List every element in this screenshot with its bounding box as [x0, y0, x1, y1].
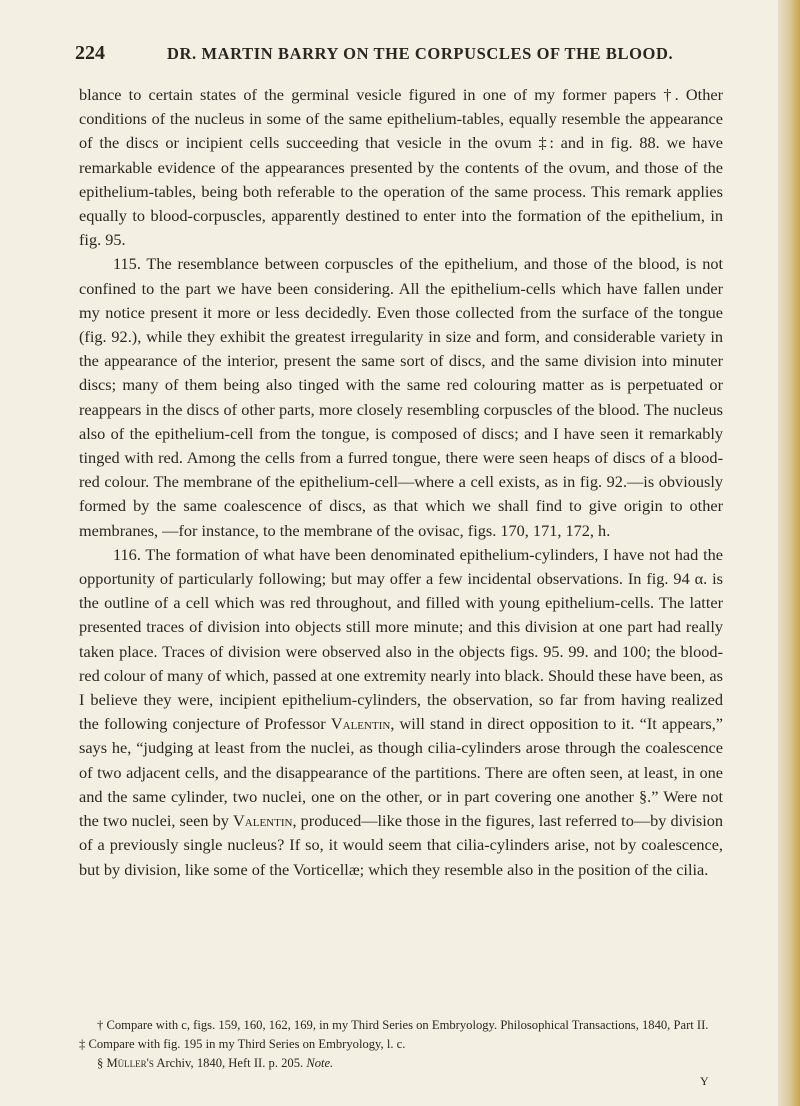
paragraph-116-part2: , will stand in direct opposition to it. “It appears,” says he, “judging at least from the nuclei, as though cilia-cylinders arose through the coalescence of two adjacent cells, and the disappearance of the partitions. There are often seen, at least, in one and the same cylinder, two nuclei, one on the other, or in part covering one another §.” Were not the two nuclei, seen by	[79, 714, 723, 831]
footnote-dagger: † Compare with c, figs. 159, 160, 162, 169, in my Third Series on Embryology. Philosophical Transactions, 1840, Part II.	[97, 1018, 709, 1032]
paragraph-116	[79, 543, 723, 882]
author-name-valentin-2: Valentin	[233, 811, 293, 831]
paragraph-116-part1: 116. The formation of what have been denominated epithelium-cylinders, I have not had the opportunity of particularly following; but may offer a few incidental observations. In fig. 94 α. is the outline of a cell which was red throughout, and filled with young epithelium-cells. The latter presented traces of division into objects still more minute; and this division at one part had really taken place. Traces of division were observed also in the objects figs. 95. 99. and 100; the blood-red colour of many of which, passed at one extremity nearly into black. Should these have been, as I believe they were, incipient epithelium-cylinders, the observation, so far from having realized the following conjecture of Professor	[79, 544, 723, 734]
running-title: DR. MARTIN BARRY ON THE CORPUSCLES OF THE BLOOD.	[167, 44, 674, 63]
footnote-section-mark: §	[97, 1056, 104, 1070]
footnotes	[79, 1016, 723, 1073]
running-head	[75, 42, 715, 68]
footnote-double-dagger: ‡ Compare with fig. 195 in my Third Series on Embryology, l. c.	[79, 1037, 406, 1051]
page-number: 224	[75, 42, 105, 64]
paragraph-116-part3: , produced—like those in the figures, last referred to—by division of a previously single nucleus? If so, it would seem that cilia-cylinders arise, not by coalescence, but by division, like some of the Vorticellæ; which they resemble also in the position of the cilia.	[79, 811, 724, 879]
footnote-author-muller: Müller's	[106, 1056, 154, 1070]
footnote-note-label: Note.	[306, 1056, 334, 1070]
footnote-section-rest: Archiv, 1840, Heft II. p. 205.	[153, 1056, 304, 1070]
paragraph-115: 115. The resemblance between corpuscles of the epithelium, and those of the blood, is not confined to the part we have been considering. All the epithelium-cells which have fallen under my notice present it more or less decidedly. Even those collected from the surface of the tongue (fig. 92.), while they exhibit the greatest irregularity in size and form, and considerable variety in the appearance of the interior, present the same sort of discs, and the same division into minuter discs; many of them being also tinged with the same red colouring matter as is perpetuated or reappears in the discs of other parts, more closely resembling corpuscles of the blood. The nucleus also of the epithelium-cell from the tongue, is composed of discs; and I have seen it remarkably tinged with red. Among the cells from a furred tongue, there were seen heaps of discs of a blood-red colour. The membrane of the epithelium-cell—where a cell exists, as in fig. 92.—is obviously formed by the same coalescence of discs, as that which we shall find to give origin to other membranes, —for instance, to the membrane of the ovisac, figs. 170, 171, 172, h.	[79, 254, 723, 540]
signature-mark: Y	[700, 1074, 709, 1088]
footnote-section	[79, 1054, 723, 1073]
author-name-valentin: Valentin	[330, 714, 391, 734]
continued-paragraph: blance to certain states of the germinal vesicle figured in one of my former papers †. Other conditions of the nucleus in some of the same epithelium-tables, equally resemble the appearance of the discs or incipient cells succeeding that vesicle in the ovum ‡: and in fig. 88. we have remarkable evidence of the appearances presented by the contents of the ovum, and those of the epithelium-tables, being both referable to the operation of the same process. This remark applies equally to blood-corpuscles, apparently destined to enter into the formation of the epithelium, in fig. 95.	[79, 85, 723, 250]
body-text	[79, 83, 723, 882]
page-edge-shadow	[778, 0, 800, 1106]
